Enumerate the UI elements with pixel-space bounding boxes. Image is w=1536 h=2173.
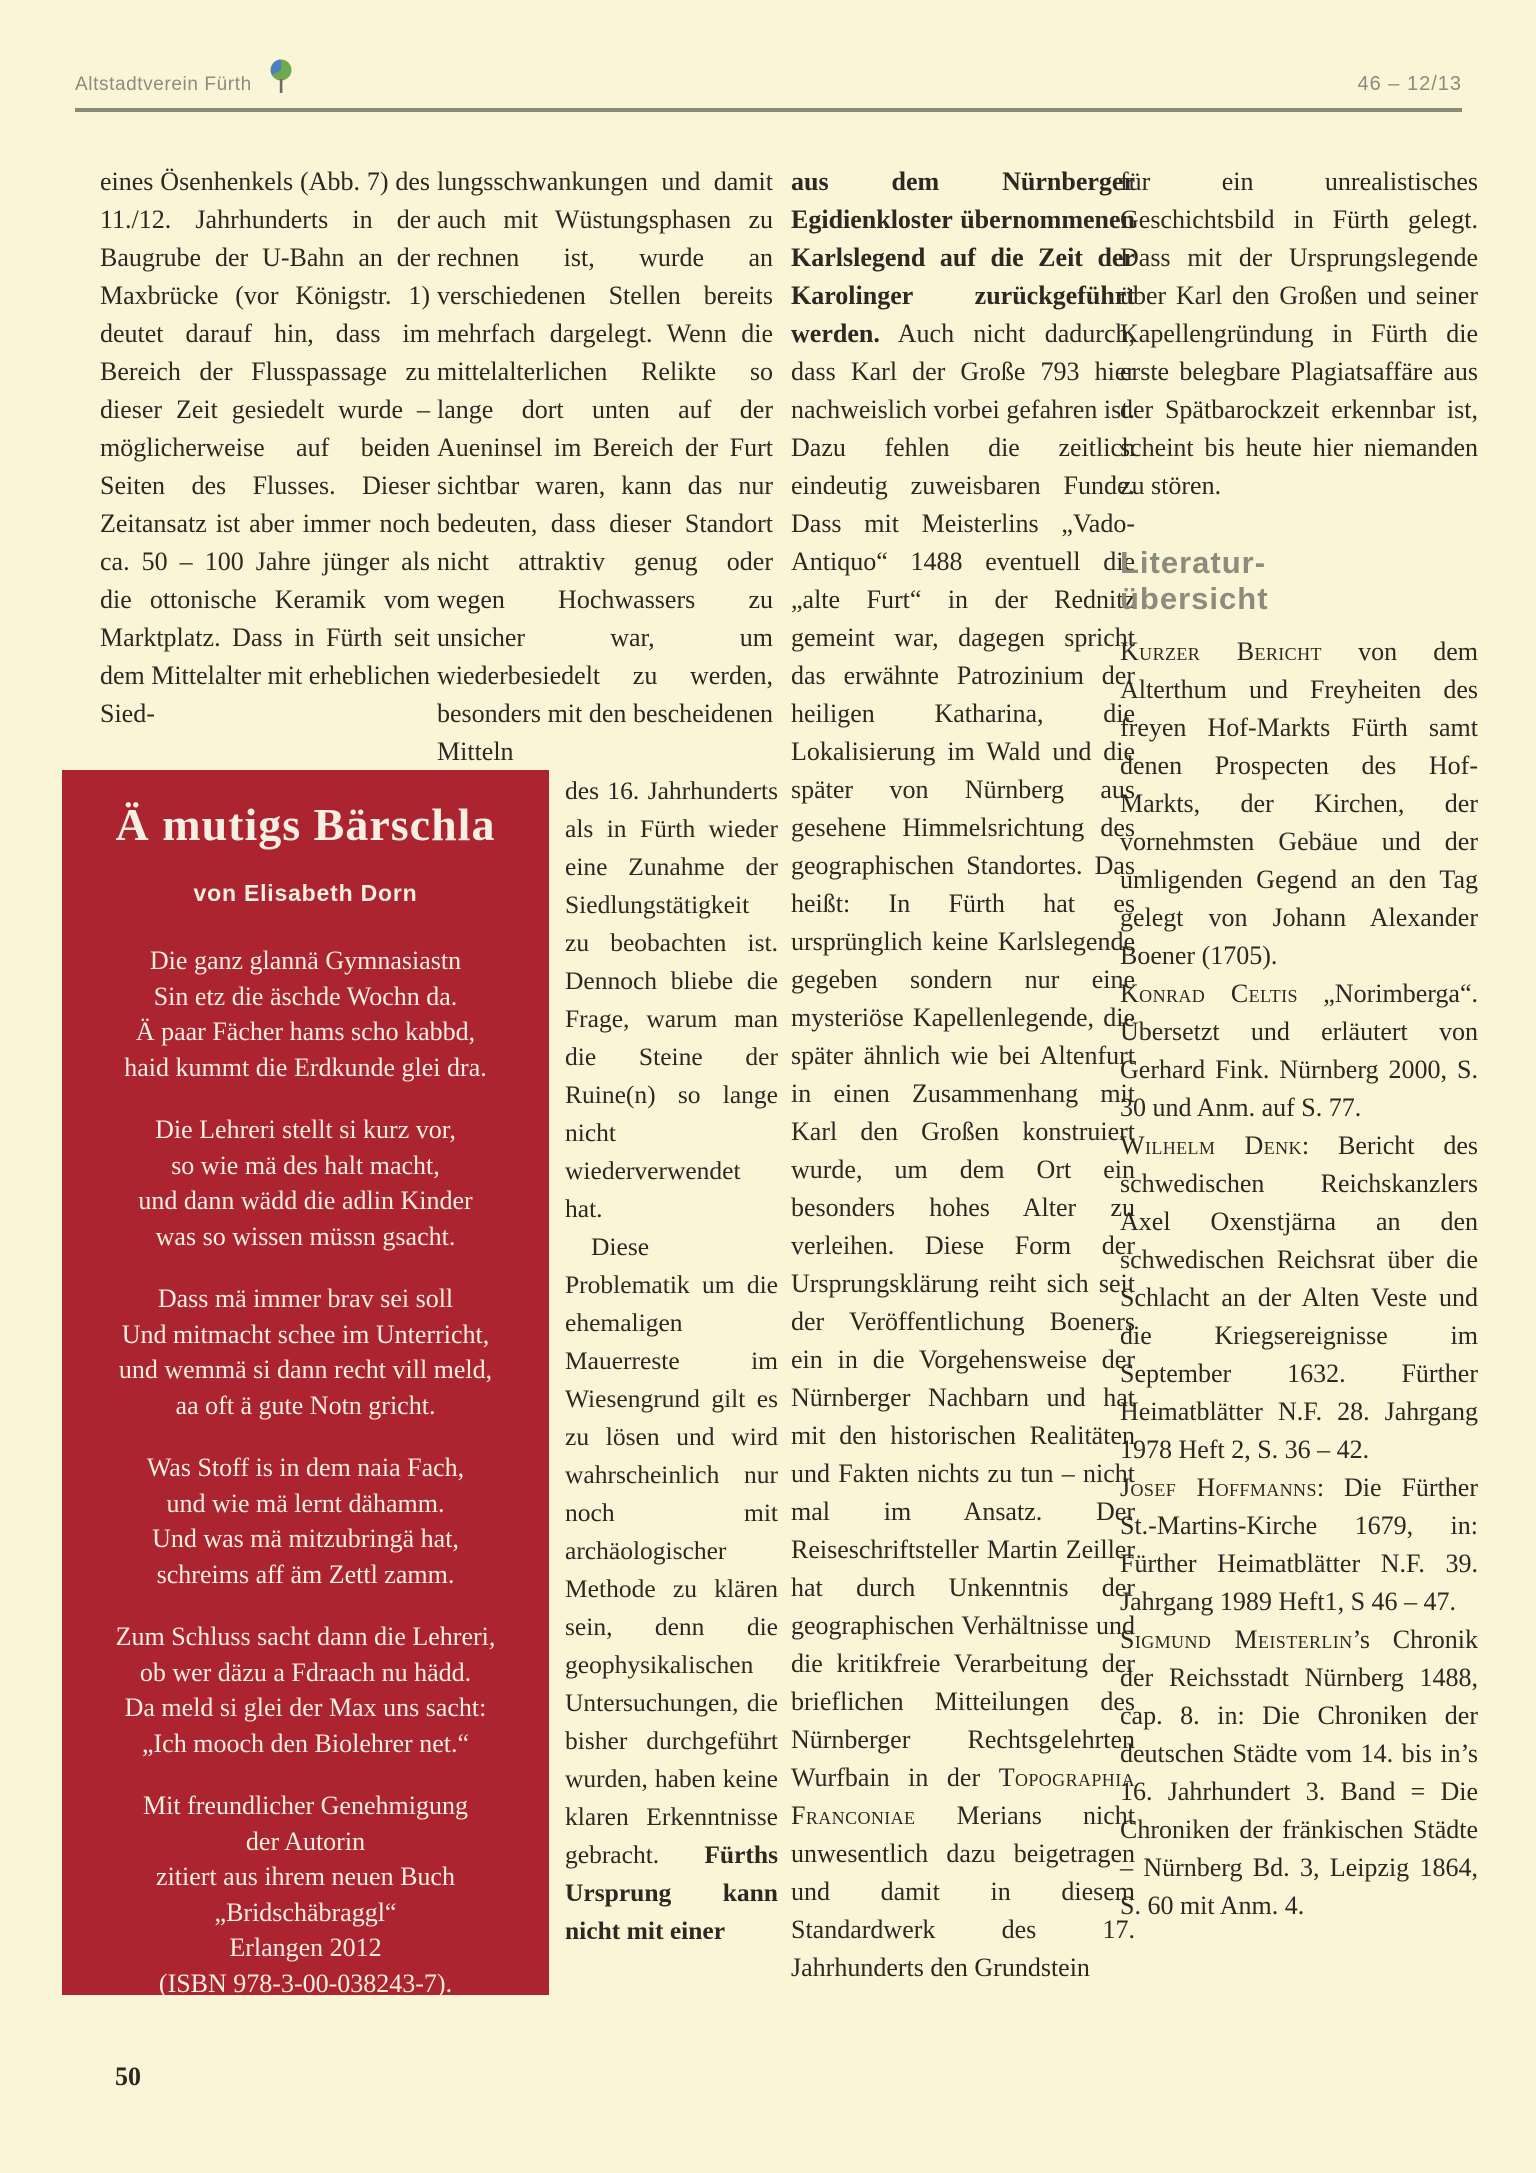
text-column-1 <box>100 163 430 733</box>
text-column-3 <box>791 163 1135 1987</box>
poem-author: von Elisabeth Dorn <box>193 880 418 906</box>
text-column-4 <box>1120 163 1478 1925</box>
literature-entry: Josef Hoffmanns: Die Fürther St.-Martins-Kirche 1679, in: Fürther Heimatblätter N.F. 39. Jahrgang 1989 Heft1, S 46 – 47. <box>1120 1473 1478 1616</box>
poem-stanza: Dass mä immer brav sei soll Und mitmacht schee im Unterricht, und wemmä si dann recht vill meld, aa oft ä gute Notn gricht. <box>118 1284 493 1420</box>
poem-stanza: Mit freundlicher Genehmigung der Autorin zitiert aus ihrem neuen Buch „Bridschäbraggl“ Erlangen 2012 (ISBN 978-3-00-038243-7). <box>143 1791 468 1998</box>
brand-title: Altstadtverein Fürth <box>75 74 252 95</box>
text-column-2-narrow <box>565 772 778 1950</box>
poem-box <box>62 770 549 1998</box>
poem-stanzas <box>80 943 531 2001</box>
poem-stanza: Zum Schluss sacht dann die Lehreri, ob wer däzu a Fdraach nu hädd. Da meld si glei der Max uns sacht: „Ich mooch den Biolehrer net.“ <box>115 1622 496 1758</box>
column-2-narrow-paragraph-2: Diese Problematik um die ehemaligen Mauerreste im Wiesengrund gilt es zu lösen und wird wahrscheinlich nur noch mit archäologischer Methode zu klären sein, denn die geophysikalischen Untersuchungen, die bisher durchgeführt wurden, haben keine klaren Erkenntnisse gebracht. Fürths Ursprung kann nicht mit einer <box>565 1232 778 1945</box>
poem-stanza: Was Stoff is in dem naia Fach, und wie mä lernt dähamm. Und was mä mitzubringä hat, schreims aff äm Zettl zamm. <box>146 1453 465 1589</box>
column-1-paragraph: eines Ösenhenkels (Abb. 7) des 11./12. Jahrhunderts in der Baugrube der U-Bahn an der Maxbrücke (vor Königstr. 1) deutet darauf hin, dass im Bereich der Flusspassage zu dieser Zeit gesiedelt wurde – möglicherweise auf beiden Seiten des Flusses. Dieser Zeitansatz ist aber immer noch ca. 50 – 100 Jahre jünger als die ottonische Keramik vom Marktplatz. Dass in Fürth seit dem Mittelalter mit erheblichen Sied- <box>100 167 430 728</box>
brand-area <box>75 58 294 96</box>
page-number: 50 <box>115 2062 141 2091</box>
literature-entry: Sigmund Meisterlin’s Chronik der Reichsstadt Nürnberg 1488, cap. 8. in: Die Chroniken der deutschen Städte vom 14. bis in’s 16. Jahrhundert 3. Band = Die Chroniken der fränkischen Städte – Nürnberg Bd. 3, Leipzig 1864, S. 60 mit Anm. 4. <box>1120 1625 1478 1920</box>
column-2-wide-paragraph: lungsschwankungen und damit auch mit Wüstungsphasen zu rechnen ist, wurde an verschiedenen Stellen bereits mehrfach dargelegt. Wenn die mittelalterlichen Relikte so lange dort unten auf der Aueninsel im Bereich der Furt sichtbar waren, kann das nur bedeuten, dass dieser Standort nicht attraktiv genug oder wegen Hochwassers zu unsicher war, um wiederbesiedelt zu werden, besonders mit den bescheidenen Mitteln <box>437 167 773 766</box>
literature-entry: Konrad Celtis „Norimberga“. Übersetzt und erläutert von Gerhard Fink. Nürnberg 2000, S. 30 und Anm. auf S. 77. <box>1120 979 1478 1122</box>
text-column-2-wide <box>437 163 773 771</box>
page-header <box>75 58 1462 112</box>
poem-stanza: Die Lehreri stellt si kurz vor, so wie mä des halt macht, und dann wädd die adlin Kinder was so wissen müssn gsacht. <box>138 1115 473 1251</box>
tree-icon <box>268 58 294 96</box>
literature-entry: Wilhelm Denk: Bericht des schwedischen Reichskanzlers Axel Oxenstjärna an den schwedischen Reichsrat über die Schlacht an der Alten Veste und die Kriegsereignisse im September 1632. Fürther Heimatblätter N.F. 28. Jahrgang 1978 Heft 2, S. 36 – 42. <box>1120 1131 1478 1464</box>
poem-title: Ä mutigs Bärschla <box>115 799 496 850</box>
column-3-paragraph: aus dem Nürnberger Egidienkloster übernommenen Karlslegend auf die Zeit der Karolinger zurückgeführt werden. Auch nicht dadurch, dass Karl der Große 793 hier nachweislich vorbei gefahren ist. Dazu fehlen die zeitlich eindeutig zuweisbaren Funde. Dass mit Meisterlins „Vado-Antiquo“ 1488 eventuell die „alte Furt“ in der Rednitz gemeint war, dagegen spricht das erwähnte Patrozinium der heiligen Katharina, die Lokalisierung im Wald und die später von Nürnberg aus gesehene Himmelsrichtung des geographischen Standortes. Das heißt: In Fürth hat es ursprünglich keine Karlslegende gegeben sondern nur eine mysteriöse Kapellenlegende, die später ähnlich wie bei Altenfurt in einen Zusammenhang mit Karl den Großen konstruiert wurde, um dem Ort ein besonders hohes Alter zu verleihen. Diese Form der Ursprungsklärung reiht sich seit der Veröffentlichung Boeners ein in die Vorgehensweise der Nürnberger Nachbarn und hat mit den historischen Realitäten und Fakten nichts zu tun – nicht mal im Ansatz. Der Reiseschriftsteller Martin Zeiller hat durch Unkenntnis der geographischen Verhältnisse und die kritikfreie Verarbeitung der brieflichen Mitteilungen des Nürnberger Rechtsgelehrten Wurfbain in der Topographia Franconiae Merians nicht unwesentlich dazu beigetragen und damit in diesem Standardwerk des 17. Jahrhunderts den Grundstein <box>791 167 1135 1982</box>
literature-entry: Kurzer Bericht von dem Alterthum und Freyheiten des freyen Hof-Markts Fürth samt denen Prospecten des Hof-Markts, der Kirchen, der vornehmsten Gebäue und der umligenden Gegend an den Tag gelegt von Johann Alexander Boener (1705). <box>1120 637 1478 970</box>
literature-overview-heading: Literatur- übersicht <box>1120 545 1269 616</box>
poem-stanza: Die ganz glannä Gymnasiastn Sin etz die äschde Wochn da. Ä paar Fächer hams scho kabbd, haid kummt die Erdkunde glei dra. <box>124 946 487 1082</box>
issue-number: 46 – 12/13 <box>1357 73 1462 95</box>
column-4-intro-paragraph: für ein unrealistisches Geschichtsbild in Fürth gelegt. Dass mit der Ursprungslegende über Karl den Großen und seiner Kapellengründung in Fürth die erste belegbare Plagiatsaffäre aus der Spätbarockzeit erkennbar ist, scheint bis heute hier niemanden zu stören. <box>1120 167 1478 500</box>
column-2-narrow-paragraph-1: des 16. Jahrhunderts als in Fürth wieder eine Zunahme der Siedlungstätigkeit zu beobachten ist. Dennoch bliebe die Frage, warum man die Steine der Ruine(n) so lange nicht wiederverwendet hat. <box>565 776 778 1223</box>
